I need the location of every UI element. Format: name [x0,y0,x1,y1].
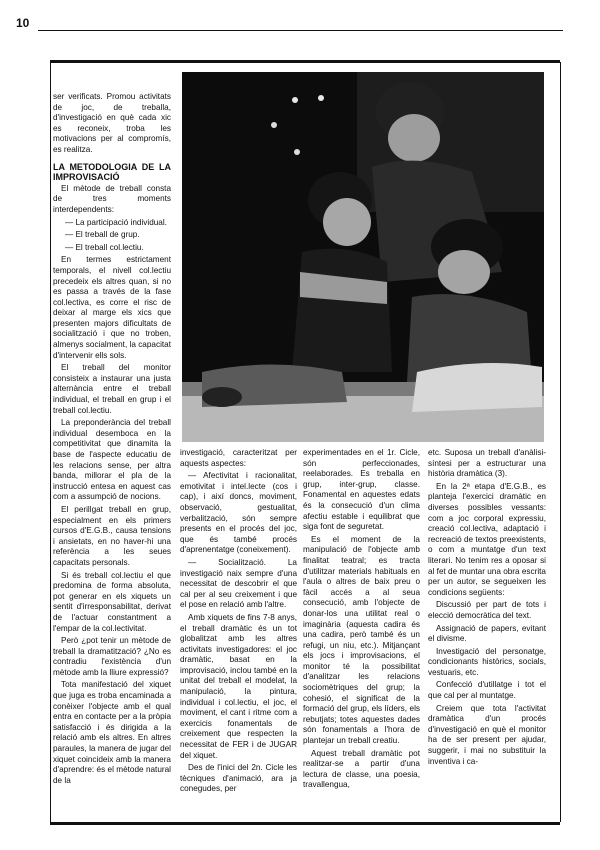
paragraph: El treball del monitor consisteix a instaurar una justa alternància entre el treball individual, el treball en grup i el treball col.lectiu. [53,363,171,415]
paragraph: Discussió per part de tots i elecció democràtica del text. [428,600,546,620]
paragraph: Assignació de papers, evitant el divisme. [428,623,546,644]
paragraph: Si és treball col.lectiu el que predomina de forma absoluta, pot generar en els xiquets un sentit d'irresponsabilitat, derivat de l'actuar constantment a l'empar de la col.lectivitat. [53,570,171,633]
paragraph: Confecció d'utillatge i tot el que cal per al muntatge. [428,680,546,701]
footer-heavy-rule [50,822,560,825]
paragraph: experimentades en el 1r. Cicle, són perfeccionades, reelaborades. Es treballa en grup, inter-grup, classe. Fonamental en aquestes edats és la consecució d'un clima afectiu estable i equilibrat que siga font de seguretat. [303,448,420,532]
paragraph: investigació, caracteritzat per aquests aspectes: [180,448,297,468]
paragraph: En termes estrictament temporals, el nivell col.lectiu precedeix els altres quan, si no es passa a través de la fase col.lectiva, es corre el risc de deixar al marge els xics que presenten majors dificultats de socialització i que no troben, almenys socialment, la capacitat d'intervenir ells sols. [53,255,171,360]
right-frame-line [560,62,561,822]
top-rule [38,30,563,31]
section-heading: LA METODOLOGIA DE LA IMPROVISACIÓ [53,161,171,183]
text-column-2 [180,448,297,797]
paragraph: Creiem que tota l'activitat dramàtica d'un procés d'investigació en què el monitor ha de ser present per ajudar, suggerir, i mai no substituir la inventiva i ca- [428,703,546,766]
paragraph: Es el moment de la manipulació de l'objecte amb finalitat teatral; es tracta d'utilitzar materials habituals en l'aula o altres de baix preu o fàcil accés a al seua consecució, amb l'objecte de donar-los una utilitat real o imaginària (aquesta cadira és una cadira, però també és un refugi, un niu, etc.). Mitjançant els jocs i improvisacions, el monitor té la possibilitat d'analitzar les relacions sociomètriques del grup; la cohesió, el significat de la formació del grup, els líders, els rebutjats; totes aquestes dades són fonamentals a l'hora de plantejar un treball creatiu. [303,534,420,746]
paragraph: — Afectivitat i racionalitat, emotivitat i intel.lecte (cos i cap), i així doncs, moviment, observació, gestualitat, verbalització, són sempre presents en el procés del joc, que és també procés d'aprenentatge (coneixement). [180,471,297,555]
paragraph: El perillgat treball en grup, especialment en els primers cursos d'E.G.B., causa tensions i ansietats, en no haver-hi una referència a les seues capacitats personals. [53,504,171,567]
children-photo-illustration [182,72,544,442]
left-frame-line [50,62,51,822]
text-column-3 [303,448,420,793]
paragraph: Des de l'inici del 2n. Cicle les tècniques d'animació, ara ja conegudes, per [180,763,297,794]
text-column-4 [428,448,546,769]
list-item: — El treball col.lectiu. [65,242,144,252]
text-column-1 [53,92,171,788]
children-photo [182,72,544,442]
list-item: — La participació individual. [65,217,167,227]
paragraph: Aquest treball dramàtic pot realitzar-se a partir d'una lectura de classe, una poesia, travallengua, [303,748,420,790]
paragraph: Amb xiquets de fins 7-8 anys, el treball dramàtic és un tot globalitzat amb les altres activitats investigadores: el joc dramàtic, basat en la improvisació, inclou també en la unitat del treball el modelat, la manipulació, la pintura, individual i col.lectiu, el joc, el moviment, el cant i ritme com a exercicis fonamentals de creixement que respecten la necessitat de FER i de JUGAR del xiquet. [180,612,297,760]
paragraph: Investigació del personatge, condicionants històrics, socials, vestuaris, etc. [428,646,546,677]
paragraph: — Socialització. La investigació naix sempre d'una necessitat de descobrir el que cal per al seu creixement i que el pose en relació amb l'altre. [180,557,297,610]
paragraph: Però ¿pot tenir un mètode de treball la dramatització? ¿No es contradiu l'existència d'un mètode amb la lliure expressió? [53,636,171,677]
paragraph: En la 2ª etapa d'E.G.B., es planteja l'exercici dramàtic en diverses possibles vessants: com a joc corporal expressiu, creació col.lectiva, adaptació i recreació de textos preexistents, o com a muntatge d'un text literari. No tenim res a oposar si al fet de muntar una obra escrita per un autor, se segueixen les condicions següents: [428,481,546,597]
paragraph: ser verificats. Promou activitats de joc, de treballa, d'investigació en què cada xic es reconeix, troba les motivacions per al compromís, es realitza. [53,92,171,154]
paragraph: La preponderància del treball individual desemboca en la competitivitat que dinamita la base de l'aspecte educatiu de les relacions sense, per altra banda, millorar el pla de la instrucció entesa en aquest cas com a assumpció de nocions. [53,418,171,502]
page-number: 10 [16,16,30,30]
paragraph: Tota manifestació del xiquet que juga es troba encaminada a conèixer l'objecte amb el qual entra en contacte per a la pròpia satisfacció i és dirigida a la relació amb els altres. En altres paraules, la manera de jugar del xiquet coincideix amb la manera d'aprendre: és el mètode natural de la [53,680,171,785]
paragraph: El mètode de treball consta de tres moments interdependents: [53,183,171,214]
list-item: — El treball de grup. [65,230,140,240]
paragraph: etc. Suposa un treball d'anàlisi-síntesi per a estructurar una història dramàtica (3). [428,448,546,479]
header-heavy-rule [50,60,560,63]
